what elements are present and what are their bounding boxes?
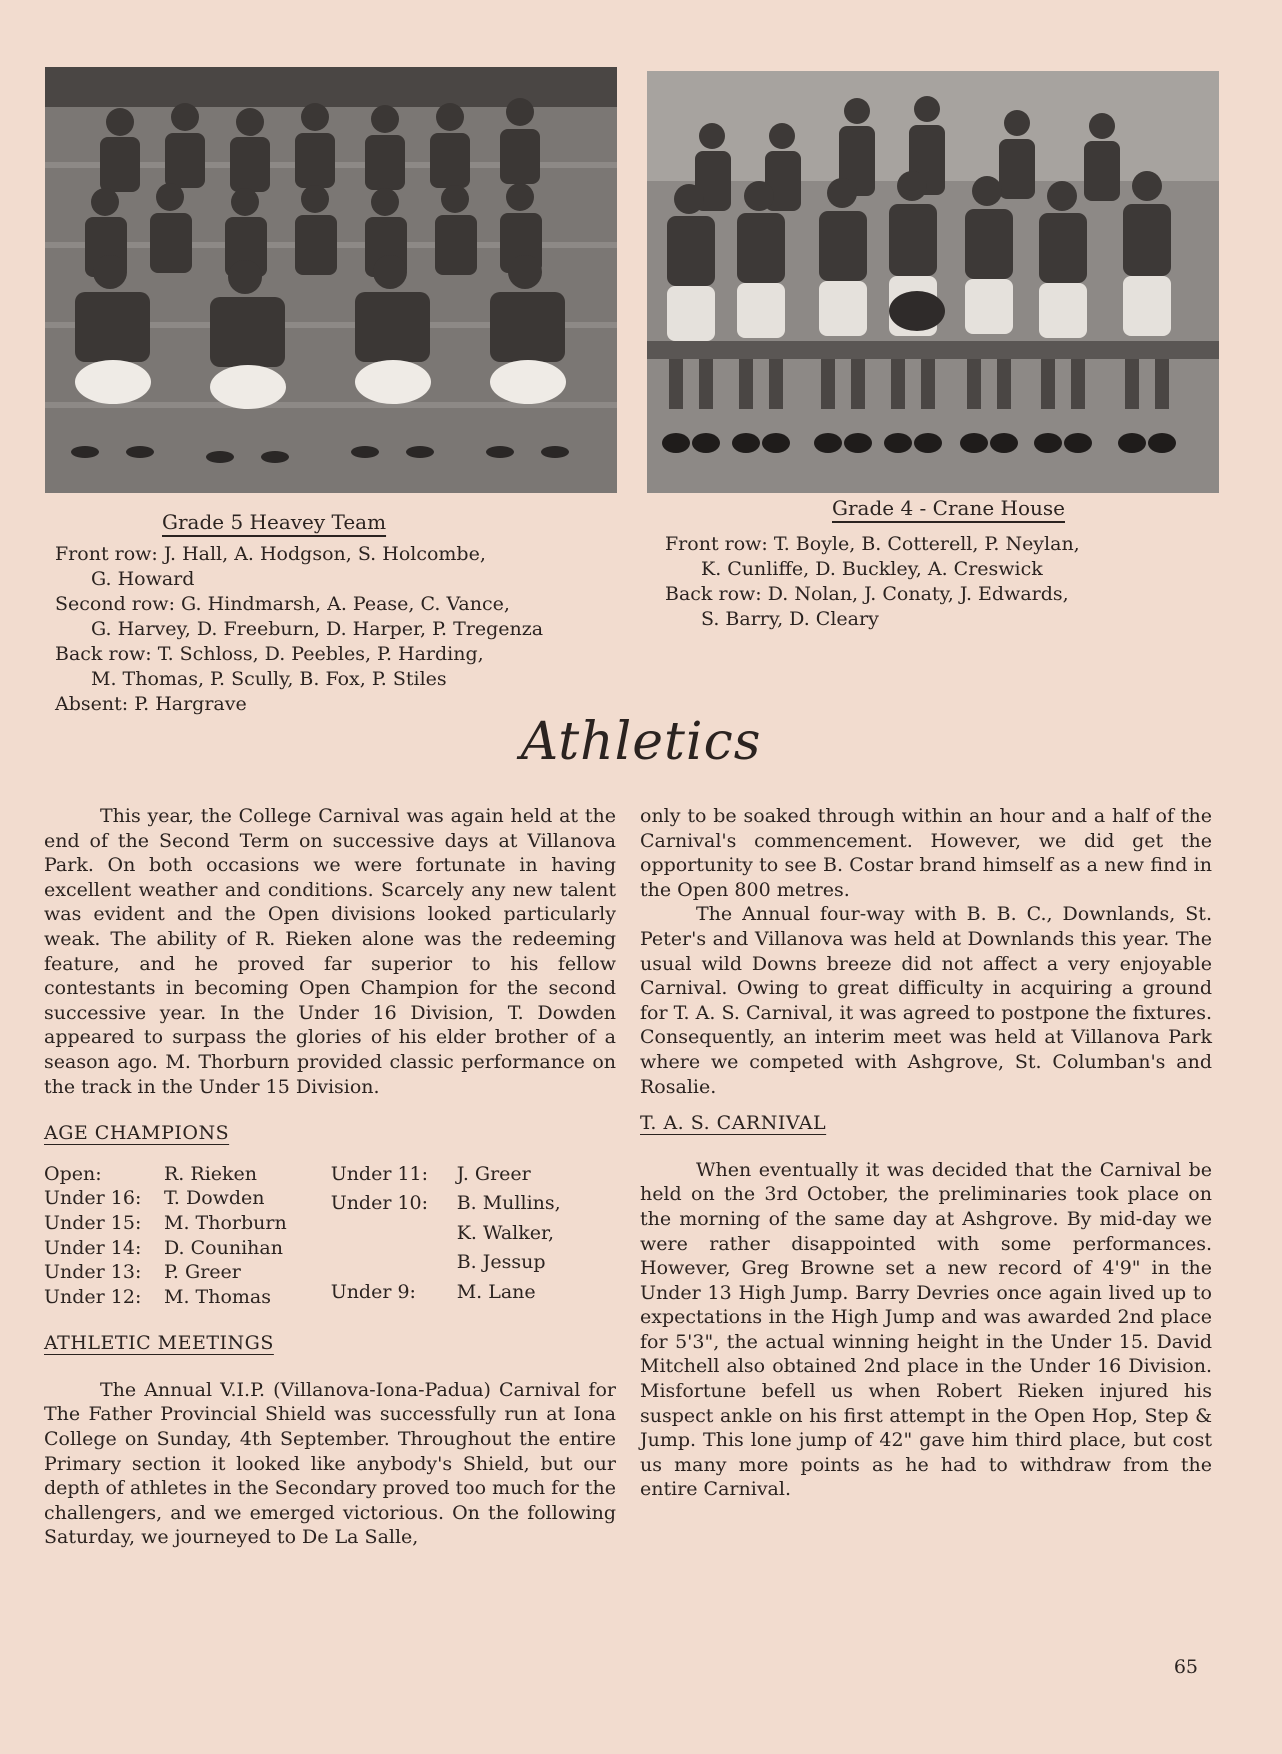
table-row: [331, 1250, 561, 1280]
caption-line: Front row: J. Hall, A. Hodgson, S. Holcombe,: [55, 543, 486, 565]
table-row: [44, 1186, 287, 1211]
table-row: [331, 1191, 561, 1221]
tas-carnival-paragraph: When eventually it was decided that the Carnival be held on the 3rd October, the preliminaries took place on the morning of the same day at Ashgrove. By mid-day we were rather disappointed with some performances. However, Greg Browne set a new record of 4'9" in the Under 13 High Jump. Barry Devries once again lived up to expectations in the High Jump and was awarded 2nd place for 5'3", the actual winning height in the Under 15. David Mitchell also obtained 2nd place in the Under 16 Division. Misfortune befell us when Robert Rieken injured his suspect ankle on his first attempt in the Open Hop, Step & Jump. This lone jump of 42" gave him third place, but cost us many more points as he had to withdraw from the entire Carnival.: [640, 1158, 1212, 1501]
champion-name: B. Mullins,: [456, 1192, 561, 1215]
table-row: [44, 1260, 287, 1285]
champion-name: P. Greer: [164, 1261, 241, 1284]
intro-paragraph: This year, the College Carnival was again held at the end of the Second Term on successive days at Villanova Park. On both occasions we were fortunate in having excellent weather and conditions. Scarcely any new talent was evident and the Open divisions looked particularly weak. The ability of R. Rieken alone was the redeeming feature, and he proved far superior to his fellow contestants in becoming Open Champion for the second successive year. In the Under 16 Division, T. Dowden appeared to surpass the glories of his elder brother of a season ago. M. Thorburn provided classic performance on the track in the Under 15 Division.: [44, 805, 616, 1098]
champion-name: B. Jessup: [456, 1251, 546, 1274]
caption-title-grade-4: Grade 4 - Crane House: [832, 496, 1065, 520]
caption-line: M. Thomas, P. Scully, B. Fox, P. Stiles: [91, 668, 447, 690]
age-champions-table-right: [331, 1162, 561, 1310]
division-label: Under 10:: [330, 1192, 429, 1215]
champion-name: R. Rieken: [164, 1162, 258, 1185]
caption-line: Back row: T. Schloss, D. Peebles, P. Harding,: [55, 643, 484, 665]
caption-title-grade-5: Grade 5 Heavey Team: [162, 510, 387, 534]
table-row: [44, 1285, 287, 1310]
right-column: [640, 804, 1212, 1502]
team-photo-grade-5: [45, 67, 617, 493]
caption-line: Absent: P. Hargrave: [55, 693, 247, 715]
champion-name: M. Thomas: [164, 1285, 271, 1308]
table-row: [331, 1280, 561, 1310]
division-label: Under 13:: [44, 1261, 142, 1284]
champion-name: M. Thorburn: [164, 1211, 287, 1234]
caption-grade-5: [55, 542, 543, 717]
team-photo-grade-4-image: [647, 71, 1219, 493]
caption-line: G. Harvey, D. Freeburn, D. Harper, P. Tregenza: [91, 618, 544, 640]
champion-name: T. Dowden: [164, 1187, 265, 1210]
team-photo-grade-5-image: [45, 67, 617, 493]
champion-name: D. Counihan: [164, 1236, 283, 1259]
tas-carnival-heading: T. A. S. CARNIVAL: [640, 1112, 827, 1135]
athletic-meetings-heading: ATHLETIC MEETINGS: [44, 1332, 274, 1355]
four-way-paragraph: The Annual four-way with B. B. C., Downlands, St. Peter's and Villanova was held at Downlands this year. The usual wild Downs breeze did not affect a very enjoyable Carnival. Owing to great difficulty in acquiring a ground for T. A. S. Carnival, it was agreed to postpone the fixtures. Consequently, an interim meet was held at Villanova Park where we competed with Ashgrove, St. Columban's and Rosalie.: [640, 903, 1212, 1098]
team-photo-grade-4: [647, 71, 1219, 493]
table-row: [44, 1162, 287, 1187]
caption-line: G. Howard: [91, 568, 195, 590]
table-row: [44, 1236, 287, 1261]
caption-line: Front row: T. Boyle, B. Cotterell, P. Neylan,: [665, 533, 1080, 555]
page-number: 65: [1173, 1656, 1198, 1678]
age-champions-table-left: [44, 1162, 287, 1310]
division-label: [331, 1221, 457, 1251]
division-label: Under 14:: [44, 1236, 142, 1259]
champion-name: M. Lane: [456, 1280, 536, 1303]
caption-line: S. Barry, D. Cleary: [701, 608, 879, 630]
caption-line: Back row: D. Nolan, J. Conaty, J. Edwards,: [665, 583, 1069, 605]
caption-line: Second row: G. Hindmarsh, A. Pease, C. Vance,: [55, 593, 510, 615]
table-row: [331, 1221, 561, 1251]
carnival-continued-paragraph: only to be soaked through within an hour and a half of the Carnival's commencement. However, we did get the opportunity to see B. Costar brand himself as a new find in the Open 800 metres.: [640, 805, 1212, 901]
champion-name: K. Walker,: [456, 1221, 555, 1244]
caption-line: K. Cunliffe, D. Buckley, A. Creswick: [701, 558, 1043, 580]
division-label: Under 15:: [44, 1211, 142, 1234]
age-champions-heading: AGE CHAMPIONS: [44, 1122, 230, 1145]
division-label: Under 9:: [330, 1280, 416, 1303]
page-heading: Athletics: [520, 712, 762, 772]
table-row: [331, 1162, 561, 1192]
champion-name: J. Greer: [456, 1162, 531, 1185]
age-champions-list: [44, 1162, 616, 1310]
left-column: [44, 804, 616, 1550]
table-row: [44, 1211, 287, 1236]
division-label: Under 12:: [44, 1285, 142, 1308]
division-label: Open:: [44, 1162, 102, 1185]
meetings-paragraph: The Annual V.I.P. (Villanova-Iona-Padua) Carnival for The Father Provincial Shield was successfully run at Iona College on Sunday, 4th September. Throughout the entire Primary section it looked like anybody's Shield, but our depth of athletes in the Secondary proved too much for the challengers, and we emerged victorious. On the following Saturday, we journeyed to De La Salle,: [44, 1378, 616, 1549]
division-label: [331, 1250, 457, 1280]
division-label: Under 11:: [330, 1162, 429, 1185]
division-label: Under 16:: [44, 1187, 142, 1210]
caption-grade-4: [665, 532, 1080, 632]
